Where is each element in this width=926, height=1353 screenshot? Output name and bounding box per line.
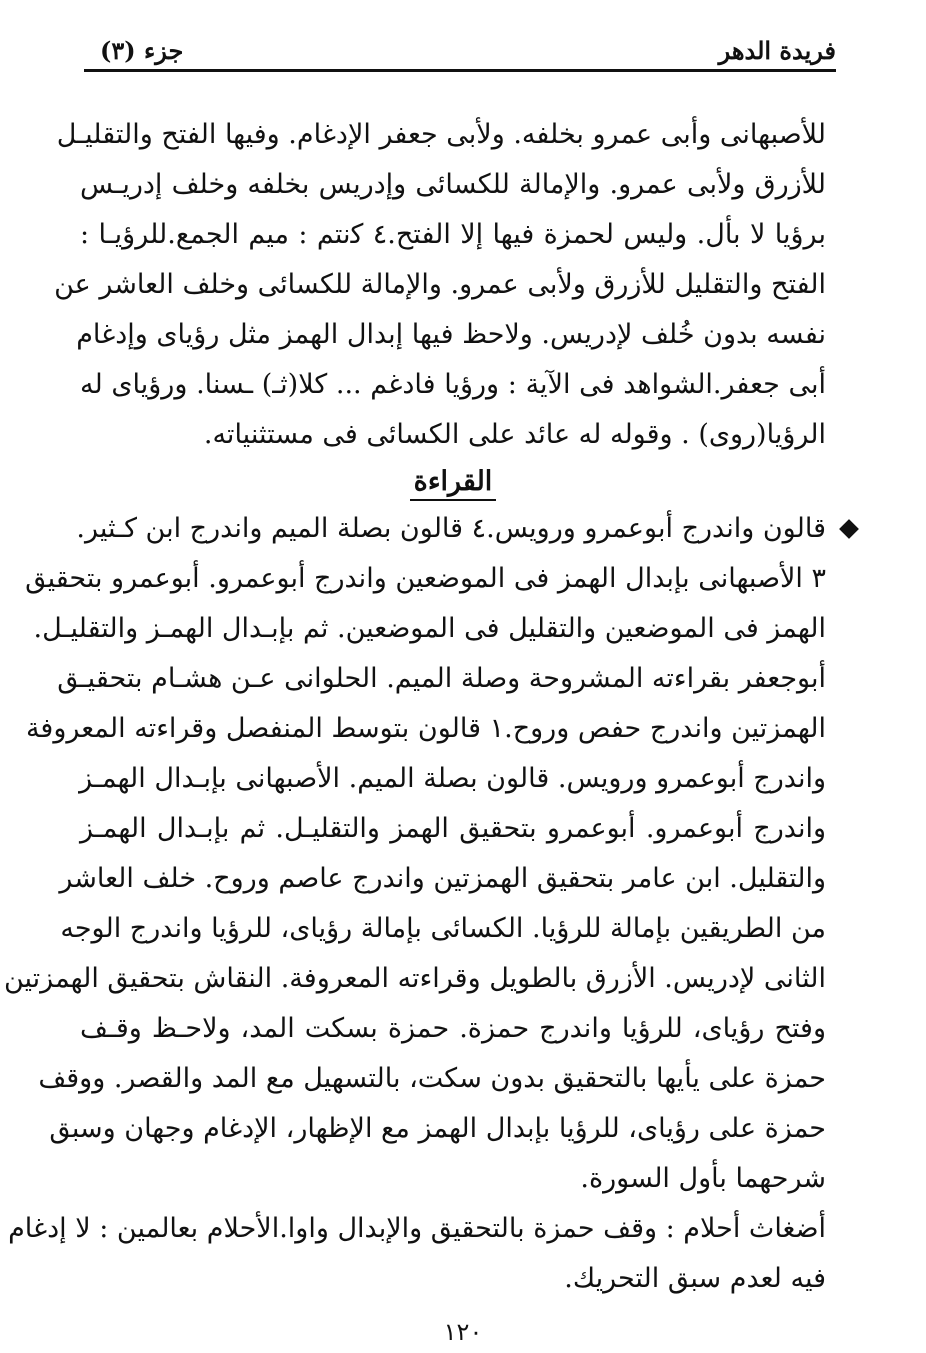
text-line: أبى جعفر.الشواهد فى الآية : ورؤيا فادغم ... كلا(ثـ) ـسنا. ورؤياى له <box>80 369 826 400</box>
text-line: حمزة على يأيها بالتحقيق بدون سكت، بالتسهيل مع المد والقصر. ووقف <box>38 1063 826 1094</box>
page-body <box>3 110 826 1304</box>
text-line: للأزرق ولأبى عمرو. والإمالة للكسائى وإدريس بخلفه وخلف إدريـس <box>80 169 826 200</box>
text-line: فيه لعدم سبق التحريك. <box>564 1263 826 1294</box>
header-rule <box>84 69 836 72</box>
text-line: الثانى لإدريس. الأزرق بالطويل وقراءته المعروفة. النقاش بتحقيق الهمزتين <box>3 963 826 994</box>
text-line-content: قالون واندرج أبوعمرو ورويس.٤ قالون بصلة الميم واندرج ابن كـثير. <box>76 513 826 544</box>
closing-paragraph <box>8 1204 826 1304</box>
text-line: للأصبهانى وأبى عمرو بخلفه. ولأبى جعفر الإدغام. وفيها الفتح والتقليـل <box>56 119 826 150</box>
text-line: الهمز فى الموضعين والتقليل فى الموضعين. ثم بإبـدال الهمـز والتقليـل. <box>33 613 826 644</box>
part-label: جزء (٣) <box>100 36 184 65</box>
text-line: والتقليل. ابن عامر بتحقيق الهمزتين واندرج عاصم وروح. خلف العاشر <box>59 863 826 894</box>
text-line: أبوجعفر بقراءته المشروحة وصلة الميم. الحلوانى عـن هشـام بتحقيـق <box>57 663 826 694</box>
section-title: القراءة <box>410 466 497 501</box>
text-line: برؤيا لا بأل. وليس لحمزة فيها إلا الفتح.٤ ﮐنتم : ميم الجمع.للرؤيـا : <box>80 219 826 250</box>
text-line: واندرج أبوعمرو. أبوعمرو بتحقيق الهمز والتقليـل. ثم بإبـدال الهمـز <box>80 813 826 844</box>
text-line: واندرج أبوعمرو ورويس. قالون بصلة الميم. الأصبهانى بإبـدال الهمـز <box>79 763 826 794</box>
text-line: شرحهما بأول السورة. <box>580 1163 826 1194</box>
text-line: حمزة على رؤياى، للرؤيا بإبدال الهمز مع الإظهار، الإدغام وجهان وسبق <box>49 1113 826 1144</box>
intro-paragraph <box>54 110 826 460</box>
text-line: الهمزتين واندرج حفص وروح.١ قالون بتوسط المنفصل وقراءته المعروفة <box>25 713 826 744</box>
text-line: الفتح والتقليل للأزرق ولأبى عمرو. والإمالة للكسائى وخلف العاشر عن <box>54 269 826 300</box>
text-line: وفتح رؤياى، للرؤيا واندرج حمزة. حمزة بسكت المد، ولاحـظ وقـف <box>80 1013 826 1044</box>
text-line: من الطريقين بإمالة للرؤيا. الكسائى بإمالة رؤياى، للرؤيا واندرج الوجه <box>60 913 826 944</box>
section-heading <box>80 460 826 504</box>
text-line: نفسه بدون خُلف لإدريس. ولاحظ فيها إبدال الهمز مثل رؤياى وإدغام <box>76 319 826 350</box>
reading-paragraph <box>3 504 826 1204</box>
text-line: ٣ الأصبهانى بإبدال الهمز فى الموضعين واندرج أبوعمرو. أبوعمرو بتحقيق <box>25 563 826 594</box>
book-title: فريدة الدهر <box>718 36 836 65</box>
running-header <box>84 30 836 72</box>
text-line <box>76 504 826 554</box>
diamond-bullet-icon <box>839 519 859 539</box>
text-line: أضغاث أحلام : وقف حمزة بالتحقيق والإبدال واوا.الأحلام بعالمين : لا إدغام <box>8 1213 826 1244</box>
text-line: الرؤيا(روى) . وقوله له عائد على الكسائى فى مستثنياته. <box>203 419 826 450</box>
page-number: ١٢٠ <box>443 1318 483 1346</box>
